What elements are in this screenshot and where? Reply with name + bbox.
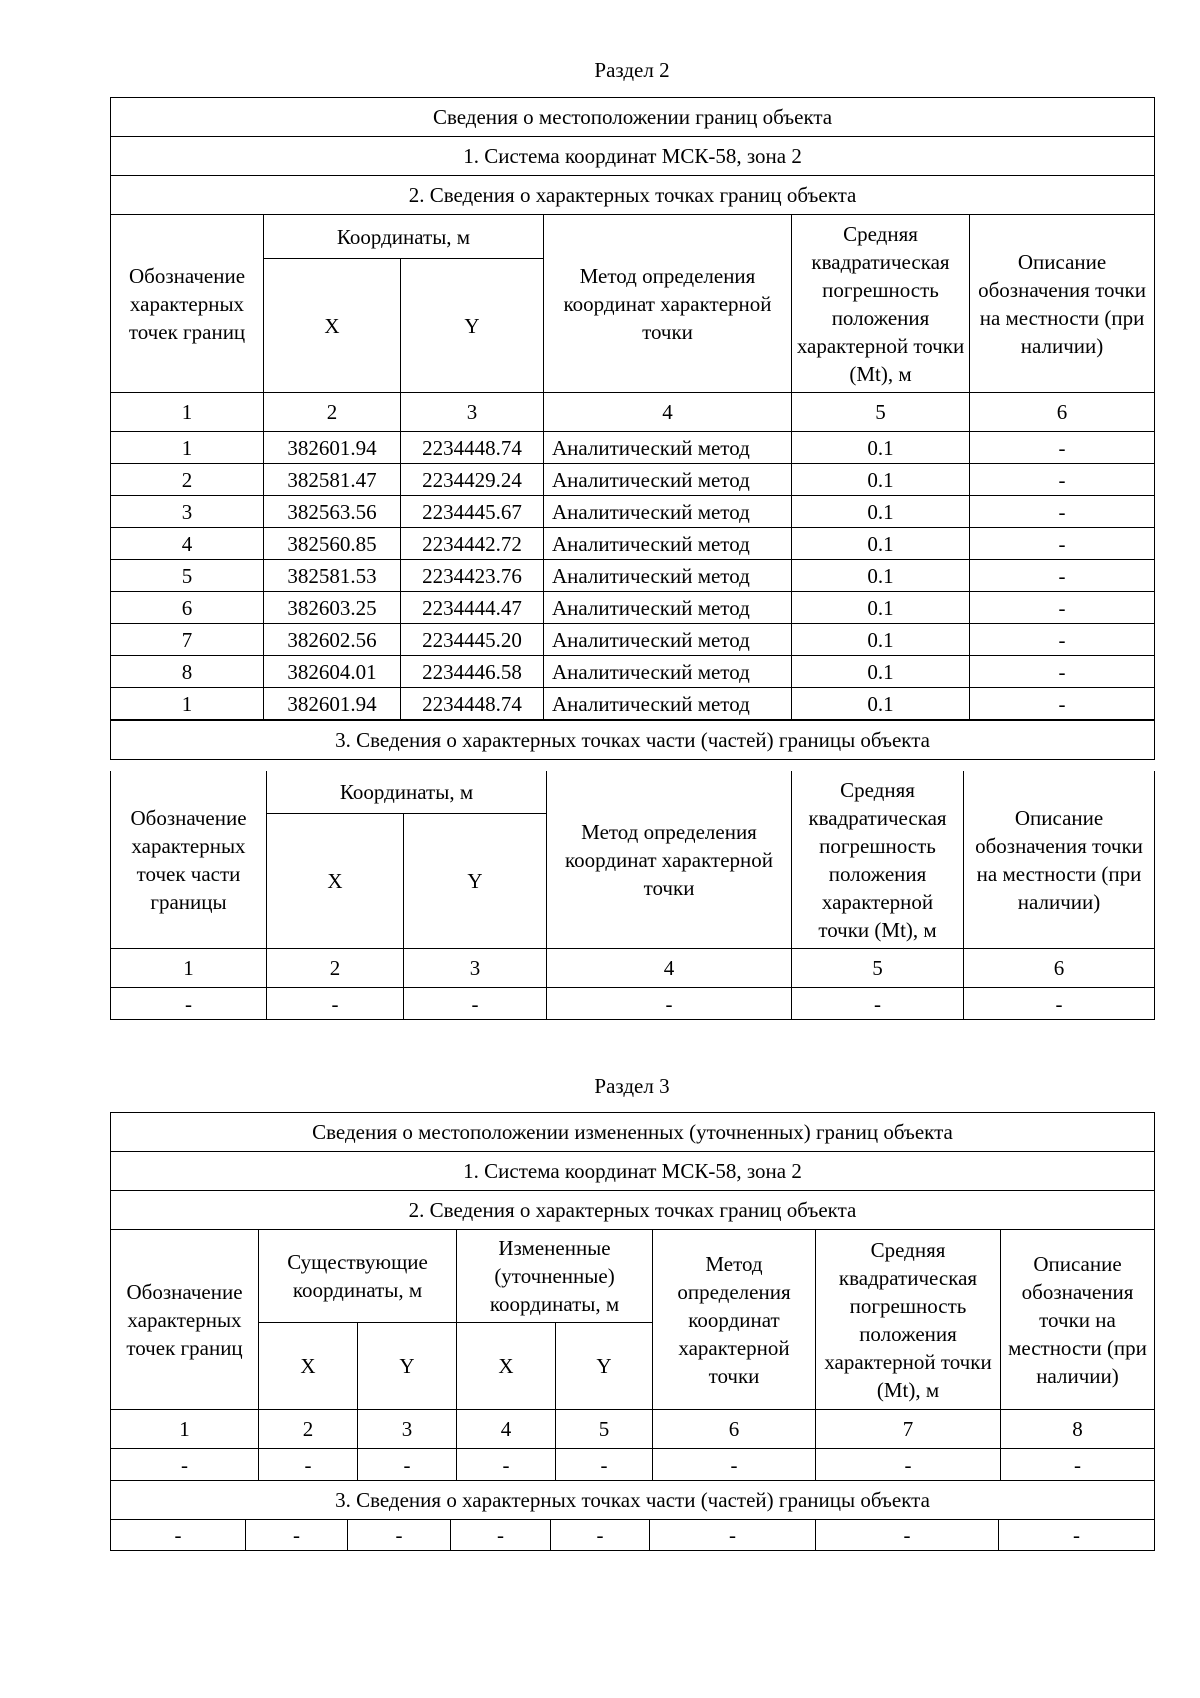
- table-cell: -: [267, 988, 404, 1020]
- section2-sub3-title: 3. Сведения о характерных точках части (частей) границы объекта: [111, 720, 1155, 760]
- table-cell: -: [246, 1519, 348, 1551]
- table-cell: Аналитический метод: [544, 688, 792, 721]
- col-number: 3: [401, 393, 544, 432]
- table-cell: Аналитический метод: [544, 496, 792, 528]
- header-method: Метод определения координат характерной точки: [544, 215, 792, 393]
- table-cell: -: [970, 688, 1155, 721]
- section3-table-title: Сведения о местоположении измененных (уточненных) границ объекта: [111, 1113, 1155, 1152]
- col-number: 4: [547, 949, 792, 988]
- col-number: 5: [792, 393, 970, 432]
- col-number: 6: [970, 393, 1155, 432]
- sub3-header-description: Описание обозначения точки на местности (при наличии): [964, 771, 1155, 949]
- table-cell: -: [650, 1519, 816, 1551]
- table-cell: 2234448.74: [401, 432, 544, 464]
- col-number: 6: [653, 1410, 816, 1449]
- table-row: [111, 432, 1155, 464]
- s3-header-existing: Существующие координаты, м: [259, 1230, 457, 1323]
- table-cell: -: [816, 1449, 1001, 1481]
- table-cell: 2234442.72: [401, 528, 544, 560]
- sub3-header-coords: Координаты, м: [267, 771, 547, 814]
- table-row: [111, 464, 1155, 496]
- section2-coord-system: 1. Система координат МСК-58, зона 2: [111, 137, 1155, 176]
- table-cell: -: [970, 464, 1155, 496]
- s3-header-designation: Обозначение характерных точек границ: [111, 1230, 259, 1410]
- table-cell: Аналитический метод: [544, 528, 792, 560]
- table-cell: 382601.94: [264, 688, 401, 721]
- table-row: [111, 688, 1155, 721]
- s3-header-description: Описание обозначения точки на местности (при наличии): [1001, 1230, 1155, 1410]
- col-number: 4: [457, 1410, 556, 1449]
- section2-sub3-table: [110, 771, 1155, 1020]
- section2-table-title: Сведения о местоположении границ объекта: [111, 98, 1155, 137]
- col-number: 3: [358, 1410, 457, 1449]
- table-cell: 2234429.24: [401, 464, 544, 496]
- table-cell: -: [457, 1449, 556, 1481]
- col-number: 1: [111, 393, 264, 432]
- table-cell: Аналитический метод: [544, 592, 792, 624]
- table-cell: Аналитический метод: [544, 560, 792, 592]
- s3-header-existing-x: X: [259, 1323, 358, 1410]
- table-cell: 382604.01: [264, 656, 401, 688]
- s3-header-changed: Измененные (уточненные) координаты, м: [457, 1230, 653, 1323]
- table-cell: 1: [111, 688, 264, 721]
- s3-header-existing-y: Y: [358, 1323, 457, 1410]
- s3-header-changed-y: Y: [556, 1323, 653, 1410]
- col-number: 2: [264, 393, 401, 432]
- col-number: 1: [111, 949, 267, 988]
- table-cell: 2: [111, 464, 264, 496]
- table-row: [111, 528, 1155, 560]
- col-number: 2: [267, 949, 404, 988]
- header-error: Средняя квадратическая погрешность положения характерной точки (Mt), м: [792, 215, 970, 393]
- col-number: 5: [792, 949, 964, 988]
- col-number: 3: [404, 949, 547, 988]
- section3-title: Раздел 3: [594, 1074, 670, 1098]
- table-cell: -: [816, 1519, 999, 1551]
- table-cell: -: [970, 496, 1155, 528]
- sub3-header-x: X: [267, 814, 404, 949]
- header-coords: Координаты, м: [264, 215, 544, 259]
- table-cell: -: [970, 592, 1155, 624]
- table-cell: -: [970, 528, 1155, 560]
- table-cell: 382560.85: [264, 528, 401, 560]
- table-cell: 0.1: [792, 528, 970, 560]
- table-cell: 5: [111, 560, 264, 592]
- table-cell: 7: [111, 624, 264, 656]
- table-cell: 2234423.76: [401, 560, 544, 592]
- table-cell: 2234445.67: [401, 496, 544, 528]
- section3-coord-system: 1. Система координат МСК-58, зона 2: [111, 1152, 1155, 1191]
- table-row: [111, 624, 1155, 656]
- table-cell: 6: [111, 592, 264, 624]
- table-cell: -: [111, 988, 267, 1020]
- section2-title: Раздел 2: [594, 58, 670, 82]
- table-cell: Аналитический метод: [544, 432, 792, 464]
- table-cell: 382563.56: [264, 496, 401, 528]
- section2-table: [110, 97, 1155, 760]
- col-number: 1: [111, 1410, 259, 1449]
- col-number: 7: [816, 1410, 1001, 1449]
- section3-sub3-table: [110, 1519, 1155, 1551]
- col-number: 5: [556, 1410, 653, 1449]
- table-cell: 0.1: [792, 592, 970, 624]
- col-number: 2: [259, 1410, 358, 1449]
- table-cell: -: [111, 1519, 246, 1551]
- table-row: [111, 656, 1155, 688]
- table-cell: 2234444.47: [401, 592, 544, 624]
- s3-header-error: Средняя квадратическая погрешность положения характерной точки (Mt), м: [816, 1230, 1001, 1410]
- s3-header-method: Метод определения координат характерной точки: [653, 1230, 816, 1410]
- table-cell: Аналитический метод: [544, 464, 792, 496]
- table-row: [111, 592, 1155, 624]
- table-cell: -: [970, 656, 1155, 688]
- table-cell: 0.1: [792, 464, 970, 496]
- table-cell: 0.1: [792, 560, 970, 592]
- table-cell: -: [653, 1449, 816, 1481]
- sub3-header-y: Y: [404, 814, 547, 949]
- table-cell: 0.1: [792, 688, 970, 721]
- table-cell: -: [259, 1449, 358, 1481]
- table-cell: 2234445.20: [401, 624, 544, 656]
- table-cell: Аналитический метод: [544, 624, 792, 656]
- table-cell: 382581.53: [264, 560, 401, 592]
- table-cell: 382602.56: [264, 624, 401, 656]
- table-cell: Аналитический метод: [544, 656, 792, 688]
- s3-header-changed-x: X: [457, 1323, 556, 1410]
- col-number: 8: [1001, 1410, 1155, 1449]
- section3-sub3-title: 3. Сведения о характерных точках части (частей) границы объекта: [111, 1481, 1155, 1520]
- table-cell: 3: [111, 496, 264, 528]
- table-cell: 4: [111, 528, 264, 560]
- header-x: X: [264, 259, 401, 393]
- header-description: Описание обозначения точки на местности (при наличии): [970, 215, 1155, 393]
- table-cell: 1: [111, 432, 264, 464]
- table-cell: 0.1: [792, 432, 970, 464]
- col-number: 4: [544, 393, 792, 432]
- section2-sub2-title: 2. Сведения о характерных точках границ объекта: [111, 176, 1155, 215]
- table-cell: -: [970, 624, 1155, 656]
- table-cell: -: [551, 1519, 650, 1551]
- sub3-header-designation: Обозначение характерных точек части границы: [111, 771, 267, 949]
- table-cell: -: [348, 1519, 451, 1551]
- table-cell: -: [964, 988, 1155, 1020]
- section3-table: [110, 1112, 1155, 1520]
- table-cell: -: [111, 1449, 259, 1481]
- table-cell: 2234446.58: [401, 656, 544, 688]
- table-cell: 382581.47: [264, 464, 401, 496]
- table-cell: 382601.94: [264, 432, 401, 464]
- table-cell: -: [404, 988, 547, 1020]
- table-cell: -: [1001, 1449, 1155, 1481]
- table-row: [111, 560, 1155, 592]
- sub3-header-method: Метод определения координат характерной точки: [547, 771, 792, 949]
- table-cell: -: [451, 1519, 551, 1551]
- sub3-header-error: Средняя квадратическая погрешность положения характерной точки (Mt), м: [792, 771, 964, 949]
- table-cell: -: [792, 988, 964, 1020]
- table-cell: 8: [111, 656, 264, 688]
- table-cell: 0.1: [792, 496, 970, 528]
- table-cell: -: [970, 432, 1155, 464]
- header-y: Y: [401, 259, 544, 393]
- col-number: 6: [964, 949, 1155, 988]
- table-cell: -: [999, 1519, 1155, 1551]
- table-cell: 0.1: [792, 656, 970, 688]
- table-cell: -: [970, 560, 1155, 592]
- table-cell: 382603.25: [264, 592, 401, 624]
- section3-sub2-title: 2. Сведения о характерных точках границ объекта: [111, 1191, 1155, 1230]
- table-cell: 2234448.74: [401, 688, 544, 721]
- table-cell: 0.1: [792, 624, 970, 656]
- header-designation: Обозначение характерных точек границ: [111, 215, 264, 393]
- table-cell: -: [547, 988, 792, 1020]
- table-row: [111, 496, 1155, 528]
- table-cell: -: [556, 1449, 653, 1481]
- table-cell: -: [358, 1449, 457, 1481]
